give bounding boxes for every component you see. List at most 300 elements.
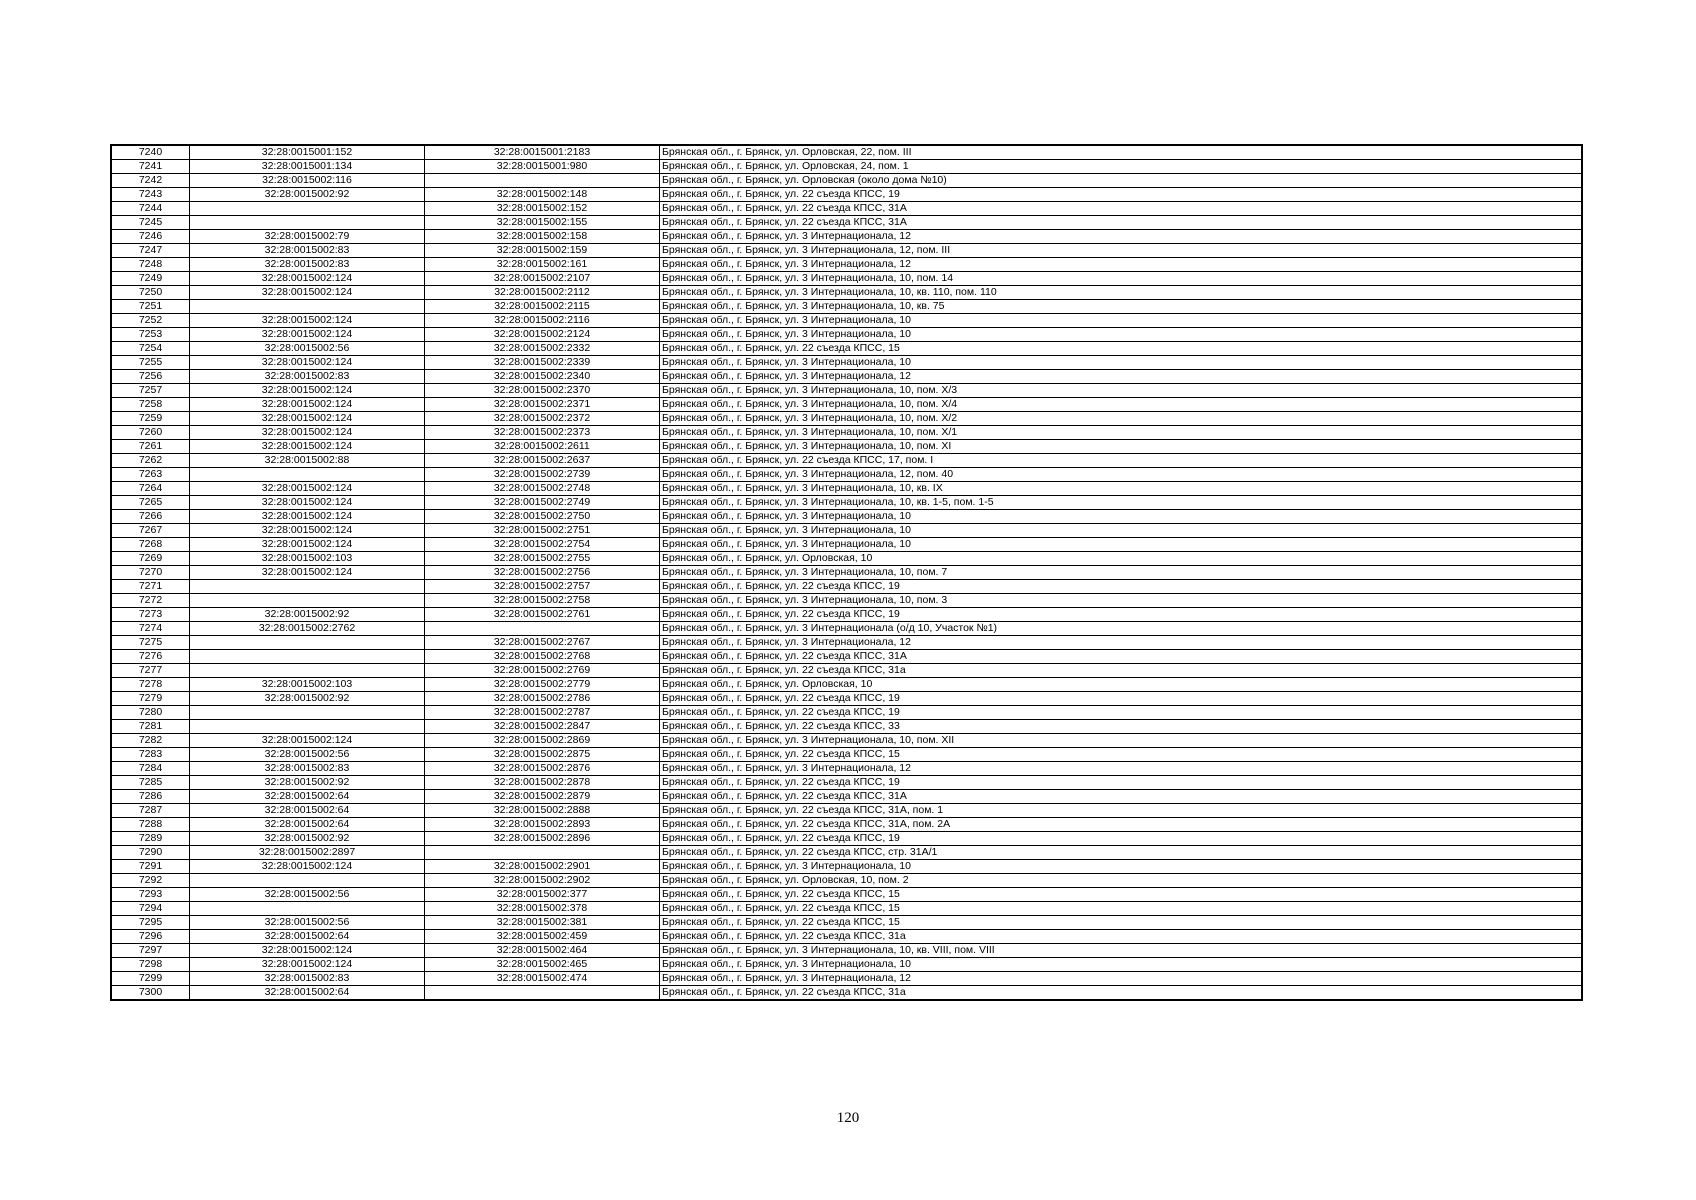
- row-number-cell: 7298: [111, 958, 190, 972]
- land-cadastral-number-cell: 32:28:0015002:124: [190, 566, 425, 580]
- row-number-cell: 7265: [111, 496, 190, 510]
- table-row: [111, 594, 1582, 608]
- table-row: [111, 846, 1582, 860]
- table-row: [111, 482, 1582, 496]
- object-cadastral-number-cell: [425, 986, 660, 1001]
- land-cadastral-number-cell: 32:28:0015002:124: [190, 440, 425, 454]
- land-cadastral-number-cell: 32:28:0015002:124: [190, 314, 425, 328]
- object-cadastral-number-cell: 32:28:0015002:2371: [425, 398, 660, 412]
- row-number-cell: 7243: [111, 188, 190, 202]
- land-cadastral-number-cell: [190, 706, 425, 720]
- object-cadastral-number-cell: 32:28:0015002:2339: [425, 356, 660, 370]
- table-row: [111, 790, 1582, 804]
- land-cadastral-number-cell: 32:28:0015002:124: [190, 426, 425, 440]
- address-cell: Брянская обл., г. Брянск, ул. 22 съезда КПСС, 19: [660, 832, 1583, 846]
- row-number-cell: 7272: [111, 594, 190, 608]
- address-cell: Брянская обл., г. Брянск, ул. 22 съезда КПСС, 31а: [660, 930, 1583, 944]
- address-cell: Брянская обл., г. Брянск, ул. 3 Интернационала, 10: [660, 958, 1583, 972]
- land-cadastral-number-cell: 32:28:0015002:124: [190, 958, 425, 972]
- address-cell: Брянская обл., г. Брянск, ул. 3 Интернационала, 10, пом. 3: [660, 594, 1583, 608]
- address-cell: Брянская обл., г. Брянск, ул. 22 съезда КПСС, 15: [660, 916, 1583, 930]
- row-number-cell: 7282: [111, 734, 190, 748]
- row-number-cell: 7270: [111, 566, 190, 580]
- land-cadastral-number-cell: [190, 874, 425, 888]
- object-cadastral-number-cell: 32:28:0015002:377: [425, 888, 660, 902]
- table-row: [111, 874, 1582, 888]
- address-cell: Брянская обл., г. Брянск, ул. Орловская, 22, пом. III: [660, 145, 1583, 160]
- object-cadastral-number-cell: 32:28:0015002:2124: [425, 328, 660, 342]
- table-row: [111, 258, 1582, 272]
- table-row: [111, 398, 1582, 412]
- table-row: [111, 174, 1582, 188]
- table-row: [111, 832, 1582, 846]
- land-cadastral-number-cell: 32:28:0015002:56: [190, 916, 425, 930]
- row-number-cell: 7267: [111, 524, 190, 538]
- row-number-cell: 7283: [111, 748, 190, 762]
- land-cadastral-number-cell: 32:28:0015002:124: [190, 482, 425, 496]
- object-cadastral-number-cell: 32:28:0015002:2340: [425, 370, 660, 384]
- row-number-cell: 7279: [111, 692, 190, 706]
- address-cell: Брянская обл., г. Брянск, ул. 3 Интернационала, 10, пом. XI: [660, 440, 1583, 454]
- land-cadastral-number-cell: 32:28:0015002:64: [190, 804, 425, 818]
- table-row: [111, 440, 1582, 454]
- land-cadastral-number-cell: [190, 300, 425, 314]
- row-number-cell: 7262: [111, 454, 190, 468]
- table-row: [111, 524, 1582, 538]
- address-cell: Брянская обл., г. Брянск, ул. Орловская, 10, пом. 2: [660, 874, 1583, 888]
- row-number-cell: 7296: [111, 930, 190, 944]
- land-cadastral-number-cell: 32:28:0015002:88: [190, 454, 425, 468]
- table-row: [111, 608, 1582, 622]
- row-number-cell: 7292: [111, 874, 190, 888]
- row-number-cell: 7293: [111, 888, 190, 902]
- land-cadastral-number-cell: 32:28:0015002:92: [190, 692, 425, 706]
- land-cadastral-number-cell: 32:28:0015002:83: [190, 258, 425, 272]
- row-number-cell: 7242: [111, 174, 190, 188]
- row-number-cell: 7241: [111, 160, 190, 174]
- object-cadastral-number-cell: [425, 622, 660, 636]
- object-cadastral-number-cell: 32:28:0015002:2751: [425, 524, 660, 538]
- table-row: [111, 188, 1582, 202]
- land-cadastral-number-cell: [190, 636, 425, 650]
- object-cadastral-number-cell: 32:28:0015002:2757: [425, 580, 660, 594]
- table-row: [111, 566, 1582, 580]
- object-cadastral-number-cell: 32:28:0015002:2107: [425, 272, 660, 286]
- table-row: [111, 244, 1582, 258]
- address-cell: Брянская обл., г. Брянск, ул. 22 съезда КПСС, 19: [660, 706, 1583, 720]
- table-row: [111, 916, 1582, 930]
- land-cadastral-number-cell: 32:28:0015002:92: [190, 776, 425, 790]
- row-number-cell: 7268: [111, 538, 190, 552]
- object-cadastral-number-cell: 32:28:0015002:2901: [425, 860, 660, 874]
- land-cadastral-number-cell: 32:28:0015002:124: [190, 356, 425, 370]
- land-cadastral-number-cell: 32:28:0015002:124: [190, 412, 425, 426]
- table-row: [111, 678, 1582, 692]
- row-number-cell: 7260: [111, 426, 190, 440]
- object-cadastral-number-cell: 32:28:0015002:2875: [425, 748, 660, 762]
- row-number-cell: 7263: [111, 468, 190, 482]
- land-cadastral-number-cell: 32:28:0015002:103: [190, 552, 425, 566]
- row-number-cell: 7257: [111, 384, 190, 398]
- table-row: [111, 272, 1582, 286]
- row-number-cell: 7289: [111, 832, 190, 846]
- object-cadastral-number-cell: 32:28:0015002:2847: [425, 720, 660, 734]
- address-cell: Брянская обл., г. Брянск, ул. 3 Интернационала, 10: [660, 524, 1583, 538]
- object-cadastral-number-cell: 32:28:0015002:2739: [425, 468, 660, 482]
- address-cell: Брянская обл., г. Брянск, ул. 3 Интернационала, 10, кв. 75: [660, 300, 1583, 314]
- object-cadastral-number-cell: 32:28:0015002:2750: [425, 510, 660, 524]
- object-cadastral-number-cell: 32:28:0015002:2756: [425, 566, 660, 580]
- row-number-cell: 7275: [111, 636, 190, 650]
- address-cell: Брянская обл., г. Брянск, ул. 3 Интернационала, 12, пом. 40: [660, 468, 1583, 482]
- land-cadastral-number-cell: 32:28:0015002:56: [190, 888, 425, 902]
- row-number-cell: 7246: [111, 230, 190, 244]
- land-cadastral-number-cell: 32:28:0015002:124: [190, 538, 425, 552]
- address-cell: Брянская обл., г. Брянск, ул. 22 съезда КПСС, 19: [660, 776, 1583, 790]
- row-number-cell: 7252: [111, 314, 190, 328]
- address-cell: Брянская обл., г. Брянск, ул. 22 съезда КПСС, 17, пом. I: [660, 454, 1583, 468]
- address-cell: Брянская обл., г. Брянск, ул. 22 съезда КПСС, 15: [660, 342, 1583, 356]
- row-number-cell: 7245: [111, 216, 190, 230]
- table-row: [111, 286, 1582, 300]
- land-cadastral-number-cell: 32:28:0015002:124: [190, 524, 425, 538]
- table-row: [111, 748, 1582, 762]
- table-row: [111, 328, 1582, 342]
- row-number-cell: 7295: [111, 916, 190, 930]
- table-row: [111, 706, 1582, 720]
- address-cell: Брянская обл., г. Брянск, ул. 3 Интернационала, 10, пом. Х/2: [660, 412, 1583, 426]
- address-cell: Брянская обл., г. Брянск, ул. 3 Интернационала, 12: [660, 258, 1583, 272]
- land-cadastral-number-cell: [190, 202, 425, 216]
- address-cell: Брянская обл., г. Брянск, ул. 3 Интернационала, 12: [660, 636, 1583, 650]
- land-cadastral-number-cell: [190, 664, 425, 678]
- row-number-cell: 7287: [111, 804, 190, 818]
- address-cell: Брянская обл., г. Брянск, ул. 3 Интернационала, 10, кв. IX: [660, 482, 1583, 496]
- object-cadastral-number-cell: 32:28:0015002:2112: [425, 286, 660, 300]
- object-cadastral-number-cell: 32:28:0015002:161: [425, 258, 660, 272]
- table-row: [111, 538, 1582, 552]
- object-cadastral-number-cell: 32:28:0015002:2761: [425, 608, 660, 622]
- address-cell: Брянская обл., г. Брянск, ул. 22 съезда КПСС, 19: [660, 188, 1583, 202]
- address-cell: Брянская обл., г. Брянск, ул. 22 съезда КПСС, 19: [660, 608, 1583, 622]
- address-cell: Брянская обл., г. Брянск, ул. 3 Интернационала, 10, кв. 1-5, пом. 1-5: [660, 496, 1583, 510]
- address-cell: Брянская обл., г. Брянск, ул. 3 Интернационала, 12: [660, 762, 1583, 776]
- row-number-cell: 7253: [111, 328, 190, 342]
- land-cadastral-number-cell: [190, 902, 425, 916]
- table-row: [111, 622, 1582, 636]
- address-cell: Брянская обл., г. Брянск, ул. Орловская, 10: [660, 552, 1583, 566]
- address-cell: Брянская обл., г. Брянск, ул. 3 Интернационала, 10: [660, 328, 1583, 342]
- object-cadastral-number-cell: 32:28:0015002:2749: [425, 496, 660, 510]
- object-cadastral-number-cell: 32:28:0015002:2372: [425, 412, 660, 426]
- address-cell: Брянская обл., г. Брянск, ул. 22 съезда КПСС, 15: [660, 748, 1583, 762]
- registry-table-body: [111, 145, 1582, 1000]
- table-row: [111, 314, 1582, 328]
- land-cadastral-number-cell: 32:28:0015002:124: [190, 496, 425, 510]
- object-cadastral-number-cell: 32:28:0015002:2896: [425, 832, 660, 846]
- address-cell: Брянская обл., г. Брянск, ул. 3 Интернационала, 10: [660, 860, 1583, 874]
- address-cell: Брянская обл., г. Брянск, ул. 3 Интернационала, 10: [660, 356, 1583, 370]
- land-cadastral-number-cell: 32:28:0015002:64: [190, 790, 425, 804]
- table-row: [111, 230, 1582, 244]
- land-cadastral-number-cell: 32:28:0015002:2762: [190, 622, 425, 636]
- object-cadastral-number-cell: 32:28:0015002:2332: [425, 342, 660, 356]
- row-number-cell: 7284: [111, 762, 190, 776]
- object-cadastral-number-cell: 32:28:0015002:148: [425, 188, 660, 202]
- address-cell: Брянская обл., г. Брянск, ул. 22 съезда КПСС, 31а: [660, 986, 1583, 1001]
- table-row: [111, 342, 1582, 356]
- table-row: [111, 412, 1582, 426]
- address-cell: Брянская обл., г. Брянск, ул. 3 Интернационала, 12: [660, 230, 1583, 244]
- land-cadastral-number-cell: 32:28:0015002:124: [190, 328, 425, 342]
- object-cadastral-number-cell: 32:28:0015002:2769: [425, 664, 660, 678]
- table-row: [111, 650, 1582, 664]
- row-number-cell: 7250: [111, 286, 190, 300]
- object-cadastral-number-cell: 32:28:0015002:159: [425, 244, 660, 258]
- page-number: 120: [836, 1110, 860, 1126]
- table-row: [111, 636, 1582, 650]
- object-cadastral-number-cell: 32:28:0015002:2373: [425, 426, 660, 440]
- land-cadastral-number-cell: 32:28:0015002:124: [190, 734, 425, 748]
- land-cadastral-number-cell: 32:28:0015002:124: [190, 272, 425, 286]
- land-cadastral-number-cell: 32:28:0015002:124: [190, 398, 425, 412]
- object-cadastral-number-cell: 32:28:0015002:2902: [425, 874, 660, 888]
- address-cell: Брянская обл., г. Брянск, ул. 22 съезда КПСС, 31А, пом. 1: [660, 804, 1583, 818]
- table-row: [111, 384, 1582, 398]
- object-cadastral-number-cell: 32:28:0015002:2787: [425, 706, 660, 720]
- address-cell: Брянская обл., г. Брянск, ул. 22 съезда КПСС, 19: [660, 580, 1583, 594]
- address-cell: Брянская обл., г. Брянск, ул. 3 Интернационала, 10: [660, 510, 1583, 524]
- address-cell: Брянская обл., г. Брянск, ул. 3 Интернационала, 10: [660, 538, 1583, 552]
- land-cadastral-number-cell: 32:28:0015002:56: [190, 748, 425, 762]
- registry-table: [110, 144, 1583, 1001]
- address-cell: Брянская обл., г. Брянск, ул. 3 Интернационала, 10: [660, 314, 1583, 328]
- land-cadastral-number-cell: [190, 216, 425, 230]
- land-cadastral-number-cell: 32:28:0015002:83: [190, 762, 425, 776]
- land-cadastral-number-cell: 32:28:0015001:134: [190, 160, 425, 174]
- land-cadastral-number-cell: 32:28:0015002:79: [190, 230, 425, 244]
- address-cell: Брянская обл., г. Брянск, ул. Орловская, 10: [660, 678, 1583, 692]
- land-cadastral-number-cell: 32:28:0015001:152: [190, 145, 425, 160]
- land-cadastral-number-cell: 32:28:0015002:92: [190, 832, 425, 846]
- object-cadastral-number-cell: 32:28:0015002:2779: [425, 678, 660, 692]
- row-number-cell: 7259: [111, 412, 190, 426]
- object-cadastral-number-cell: 32:28:0015002:2888: [425, 804, 660, 818]
- land-cadastral-number-cell: 32:28:0015002:124: [190, 384, 425, 398]
- table-row: [111, 510, 1582, 524]
- land-cadastral-number-cell: 32:28:0015002:83: [190, 244, 425, 258]
- land-cadastral-number-cell: [190, 580, 425, 594]
- object-cadastral-number-cell: 32:28:0015002:2768: [425, 650, 660, 664]
- row-number-cell: 7274: [111, 622, 190, 636]
- table-row: [111, 496, 1582, 510]
- address-cell: Брянская обл., г. Брянск, ул. 3 Интернационала (о/д 10, Участок №1): [660, 622, 1583, 636]
- address-cell: Брянская обл., г. Брянск, ул. 3 Интернационала, 10, пом. Х/3: [660, 384, 1583, 398]
- table-row: [111, 944, 1582, 958]
- row-number-cell: 7288: [111, 818, 190, 832]
- land-cadastral-number-cell: 32:28:0015002:116: [190, 174, 425, 188]
- object-cadastral-number-cell: 32:28:0015002:2370: [425, 384, 660, 398]
- row-number-cell: 7297: [111, 944, 190, 958]
- land-cadastral-number-cell: 32:28:0015002:124: [190, 860, 425, 874]
- object-cadastral-number-cell: 32:28:0015002:158: [425, 230, 660, 244]
- address-cell: Брянская обл., г. Брянск, ул. 22 съезда КПСС, 31А, пом. 2А: [660, 818, 1583, 832]
- row-number-cell: 7248: [111, 258, 190, 272]
- table-row: [111, 888, 1582, 902]
- object-cadastral-number-cell: 32:28:0015002:152: [425, 202, 660, 216]
- object-cadastral-number-cell: 32:28:0015002:2767: [425, 636, 660, 650]
- address-cell: Брянская обл., г. Брянск, ул. 3 Интернационала, 10, кв. 110, пом. 110: [660, 286, 1583, 300]
- address-cell: Брянская обл., г. Брянск, ул. 22 съезда КПСС, 31А: [660, 790, 1583, 804]
- row-number-cell: 7249: [111, 272, 190, 286]
- object-cadastral-number-cell: 32:28:0015002:474: [425, 972, 660, 986]
- table-row: [111, 860, 1582, 874]
- row-number-cell: 7276: [111, 650, 190, 664]
- address-cell: Брянская обл., г. Брянск, ул. 22 съезда КПСС, 31а: [660, 664, 1583, 678]
- row-number-cell: 7251: [111, 300, 190, 314]
- table-row: [111, 734, 1582, 748]
- row-number-cell: 7247: [111, 244, 190, 258]
- table-row: [111, 986, 1582, 1001]
- table-row: [111, 664, 1582, 678]
- row-number-cell: 7278: [111, 678, 190, 692]
- row-number-cell: 7266: [111, 510, 190, 524]
- object-cadastral-number-cell: 32:28:0015001:2183: [425, 145, 660, 160]
- table-row: [111, 762, 1582, 776]
- object-cadastral-number-cell: 32:28:0015002:378: [425, 902, 660, 916]
- land-cadastral-number-cell: [190, 720, 425, 734]
- object-cadastral-number-cell: [425, 174, 660, 188]
- object-cadastral-number-cell: 32:28:0015002:155: [425, 216, 660, 230]
- object-cadastral-number-cell: 32:28:0015002:2758: [425, 594, 660, 608]
- object-cadastral-number-cell: [425, 846, 660, 860]
- row-number-cell: 7254: [111, 342, 190, 356]
- address-cell: Брянская обл., г. Брянск, ул. 22 съезда КПСС, 31А: [660, 202, 1583, 216]
- table-row: [111, 972, 1582, 986]
- table-row: [111, 454, 1582, 468]
- row-number-cell: 7300: [111, 986, 190, 1001]
- address-cell: Брянская обл., г. Брянск, ул. 3 Интернационала, 10, пом. 7: [660, 566, 1583, 580]
- object-cadastral-number-cell: 32:28:0015002:2786: [425, 692, 660, 706]
- table-row: [111, 818, 1582, 832]
- table-row: [111, 930, 1582, 944]
- row-number-cell: 7280: [111, 706, 190, 720]
- address-cell: Брянская обл., г. Брянск, ул. Орловская, 24, пом. 1: [660, 160, 1583, 174]
- land-cadastral-number-cell: 32:28:0015002:103: [190, 678, 425, 692]
- object-cadastral-number-cell: 32:28:0015001:980: [425, 160, 660, 174]
- land-cadastral-number-cell: 32:28:0015002:64: [190, 930, 425, 944]
- row-number-cell: 7255: [111, 356, 190, 370]
- land-cadastral-number-cell: 32:28:0015002:92: [190, 608, 425, 622]
- table-row: [111, 804, 1582, 818]
- object-cadastral-number-cell: 32:28:0015002:2878: [425, 776, 660, 790]
- address-cell: Брянская обл., г. Брянск, ул. 3 Интернационала, 10, пом. Х/4: [660, 398, 1583, 412]
- row-number-cell: 7269: [111, 552, 190, 566]
- address-cell: Брянская обл., г. Брянск, ул. 22 съезда КПСС, 31А: [660, 216, 1583, 230]
- object-cadastral-number-cell: 32:28:0015002:2755: [425, 552, 660, 566]
- table-row: [111, 356, 1582, 370]
- object-cadastral-number-cell: 32:28:0015002:2748: [425, 482, 660, 496]
- address-cell: Брянская обл., г. Брянск, ул. 3 Интернационала, 12: [660, 370, 1583, 384]
- address-cell: Брянская обл., г. Брянск, ул. 22 съезда КПСС, 31А: [660, 650, 1583, 664]
- land-cadastral-number-cell: 32:28:0015002:56: [190, 342, 425, 356]
- row-number-cell: 7244: [111, 202, 190, 216]
- address-cell: Брянская обл., г. Брянск, ул. 22 съезда КПСС, 15: [660, 888, 1583, 902]
- row-number-cell: 7281: [111, 720, 190, 734]
- row-number-cell: 7264: [111, 482, 190, 496]
- row-number-cell: 7277: [111, 664, 190, 678]
- address-cell: Брянская обл., г. Брянск, ул. 22 съезда КПСС, 19: [660, 692, 1583, 706]
- table-row: [111, 426, 1582, 440]
- row-number-cell: 7299: [111, 972, 190, 986]
- object-cadastral-number-cell: 32:28:0015002:2637: [425, 454, 660, 468]
- address-cell: Брянская обл., г. Брянск, ул. 3 Интернационала, 12, пом. III: [660, 244, 1583, 258]
- row-number-cell: 7261: [111, 440, 190, 454]
- table-row: [111, 958, 1582, 972]
- address-cell: Брянская обл., г. Брянск, ул. 22 съезда КПСС, 33: [660, 720, 1583, 734]
- land-cadastral-number-cell: [190, 468, 425, 482]
- address-cell: Брянская обл., г. Брянск, ул. 22 съезда КПСС, 15: [660, 902, 1583, 916]
- row-number-cell: 7273: [111, 608, 190, 622]
- object-cadastral-number-cell: 32:28:0015002:2876: [425, 762, 660, 776]
- land-cadastral-number-cell: 32:28:0015002:124: [190, 944, 425, 958]
- row-number-cell: 7290: [111, 846, 190, 860]
- object-cadastral-number-cell: 32:28:0015002:464: [425, 944, 660, 958]
- address-cell: Брянская обл., г. Брянск, ул. 3 Интернационала, 12: [660, 972, 1583, 986]
- table-row: [111, 692, 1582, 706]
- land-cadastral-number-cell: 32:28:0015002:64: [190, 818, 425, 832]
- row-number-cell: 7271: [111, 580, 190, 594]
- table-row: [111, 580, 1582, 594]
- land-cadastral-number-cell: 32:28:0015002:83: [190, 972, 425, 986]
- row-number-cell: 7285: [111, 776, 190, 790]
- address-cell: Брянская обл., г. Брянск, ул. 3 Интернационала, 10, кв. VIII, пом. VIII: [660, 944, 1583, 958]
- object-cadastral-number-cell: 32:28:0015002:381: [425, 916, 660, 930]
- row-number-cell: 7291: [111, 860, 190, 874]
- address-cell: Брянская обл., г. Брянск, ул. 3 Интернационала, 10, пом. Х/1: [660, 426, 1583, 440]
- row-number-cell: 7256: [111, 370, 190, 384]
- land-cadastral-number-cell: 32:28:0015002:124: [190, 510, 425, 524]
- object-cadastral-number-cell: 32:28:0015002:2879: [425, 790, 660, 804]
- address-cell: Брянская обл., г. Брянск, ул. 3 Интернационала, 10, пом. XII: [660, 734, 1583, 748]
- land-cadastral-number-cell: 32:28:0015002:92: [190, 188, 425, 202]
- land-cadastral-number-cell: [190, 650, 425, 664]
- table-row: [111, 468, 1582, 482]
- land-cadastral-number-cell: 32:28:0015002:2897: [190, 846, 425, 860]
- object-cadastral-number-cell: 32:28:0015002:459: [425, 930, 660, 944]
- table-row: [111, 902, 1582, 916]
- row-number-cell: 7294: [111, 902, 190, 916]
- table-row: [111, 216, 1582, 230]
- land-cadastral-number-cell: 32:28:0015002:83: [190, 370, 425, 384]
- table-row: [111, 202, 1582, 216]
- object-cadastral-number-cell: 32:28:0015002:2115: [425, 300, 660, 314]
- table-row: [111, 776, 1582, 790]
- table-row: [111, 552, 1582, 566]
- address-cell: Брянская обл., г. Брянск, ул. Орловская (около дома №10): [660, 174, 1583, 188]
- row-number-cell: 7286: [111, 790, 190, 804]
- address-cell: Брянская обл., г. Брянск, ул. 3 Интернационала, 10, пом. 14: [660, 272, 1583, 286]
- table-row: [111, 720, 1582, 734]
- land-cadastral-number-cell: [190, 594, 425, 608]
- object-cadastral-number-cell: 32:28:0015002:2754: [425, 538, 660, 552]
- object-cadastral-number-cell: 32:28:0015002:465: [425, 958, 660, 972]
- object-cadastral-number-cell: 32:28:0015002:2869: [425, 734, 660, 748]
- land-cadastral-number-cell: 32:28:0015002:64: [190, 986, 425, 1001]
- object-cadastral-number-cell: 32:28:0015002:2116: [425, 314, 660, 328]
- table-row: [111, 370, 1582, 384]
- object-cadastral-number-cell: 32:28:0015002:2611: [425, 440, 660, 454]
